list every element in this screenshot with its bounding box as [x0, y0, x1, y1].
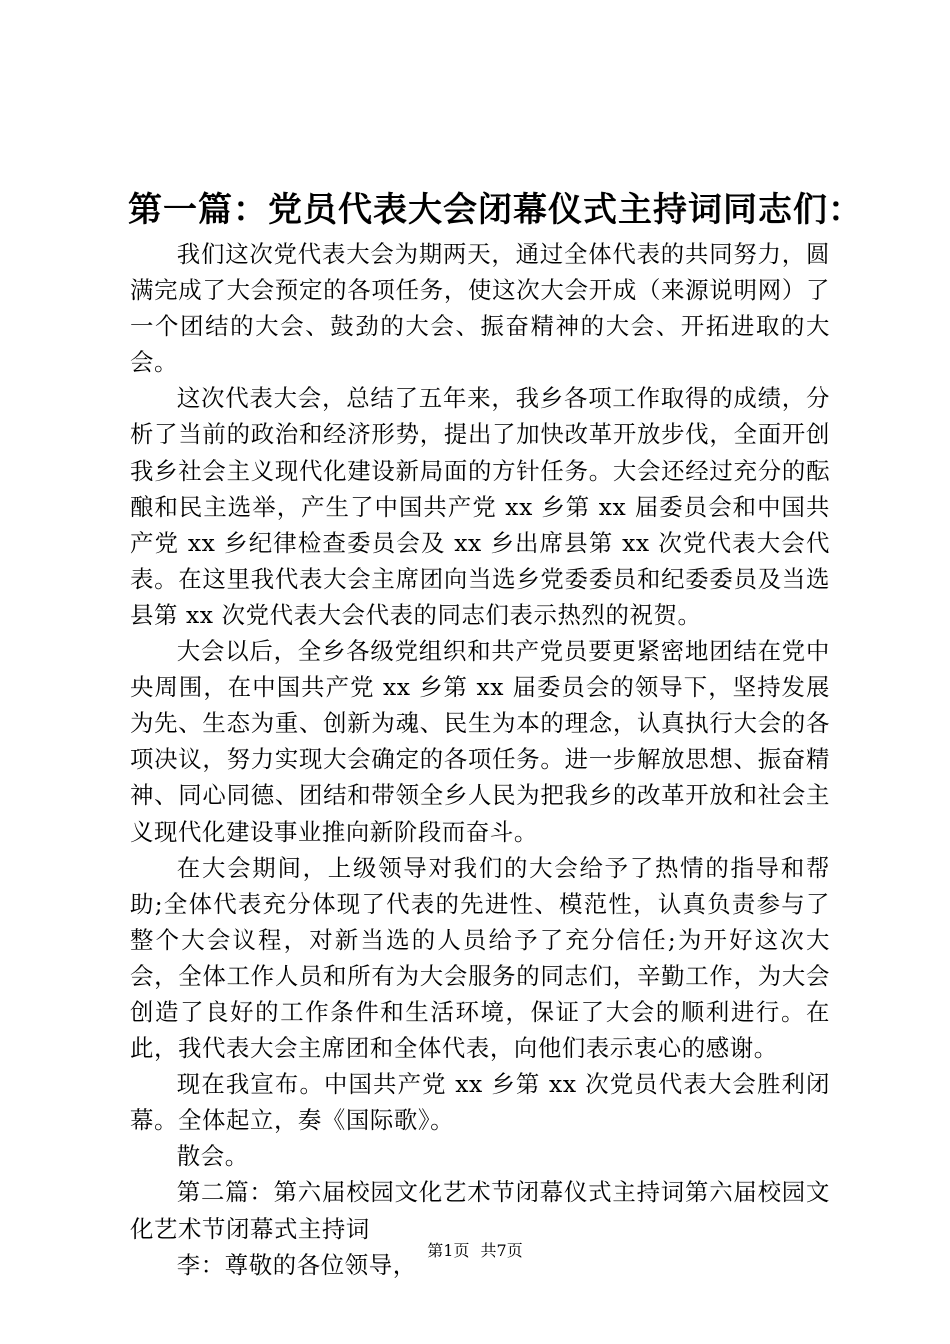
paragraph-5: 现在我宣布。中国共产党 xx 乡第 xx 次党员代表大会胜利闭幕。全体起立，奏《国际歌》。 — [130, 1070, 830, 1135]
paragraph-8: 李：尊敬的各位领导， — [176, 1250, 417, 1279]
paragraph-1: 我们这次党代表大会为期两天，通过全体代表的共同努力，圆满完成了大会预定的各项任务，使这次大会开成（来源说明网）了一个团结的大会、鼓劲的大会、振奋精神的大会、开拓进取的大会。 — [130, 240, 830, 377]
paragraph-6: 散会。 — [176, 1142, 249, 1171]
paragraph-2: 这次代表大会，总结了五年来，我乡各项工作取得的成绩，分析了当前的政治和经济形势，提出了加快改革开放步伐，全面开创我乡社会主义现代化建设新局面的方针任务。大会还经过充分的酝酿和民主选举，产生了中国共产党 xx 乡第 xx 届委员会和中国共产党 xx 乡纪律检查委员会及 xx 乡出席县第 xx 次党代表大会代表。在这里我代表大会主席团向当选乡党委委员和纪委委员及当选县第 xx 次党代表大会代表的同志们表示热烈的祝贺。 — [130, 384, 830, 629]
paragraph-7: 第二篇：第六届校园文化艺术节闭幕仪式主持词第六届校园文化艺术节闭幕式主持词 — [130, 1178, 830, 1243]
document-body — [130, 236, 830, 1283]
document-title: 第一篇：党员代表大会闭幕仪式主持词同志们： — [128, 190, 863, 230]
page-number: 第1页 — [427, 1241, 470, 1260]
paragraph-3: 大会以后，全乡各级党组织和共产党员要更紧密地团结在党中央周围，在中国共产党 xx 乡第 xx 届委员会的领导下，坚持发展为先、生态为重、创新为魂、民生为本的理念，认真执行大会的各项决议，努力实现大会确定的各项任务。进一步解放思想、振奋精神、同心同德、团结和带领全乡人民为把我乡的改革开放和社会主义现代化建设事业推向新阶段而奋斗。 — [130, 637, 830, 846]
paragraph-4: 在大会期间，上级领导对我们的大会给予了热情的指导和帮助;全体代表充分体现了代表的先进性、模范性，认真负责参与了整个大会议程，对新当选的人员给予了充分信任;为开好这次大会，全体工作人员和所有为大会服务的同志们，辛勤工作，为大会创造了良好的工作条件和生活环境，保证了大会的顺利进行。在此，我代表大会主席团和全体代表，向他们表示衷心的感谢。 — [130, 853, 830, 1063]
page-footer — [0, 1240, 950, 1262]
page-total: 共7页 — [480, 1241, 523, 1260]
